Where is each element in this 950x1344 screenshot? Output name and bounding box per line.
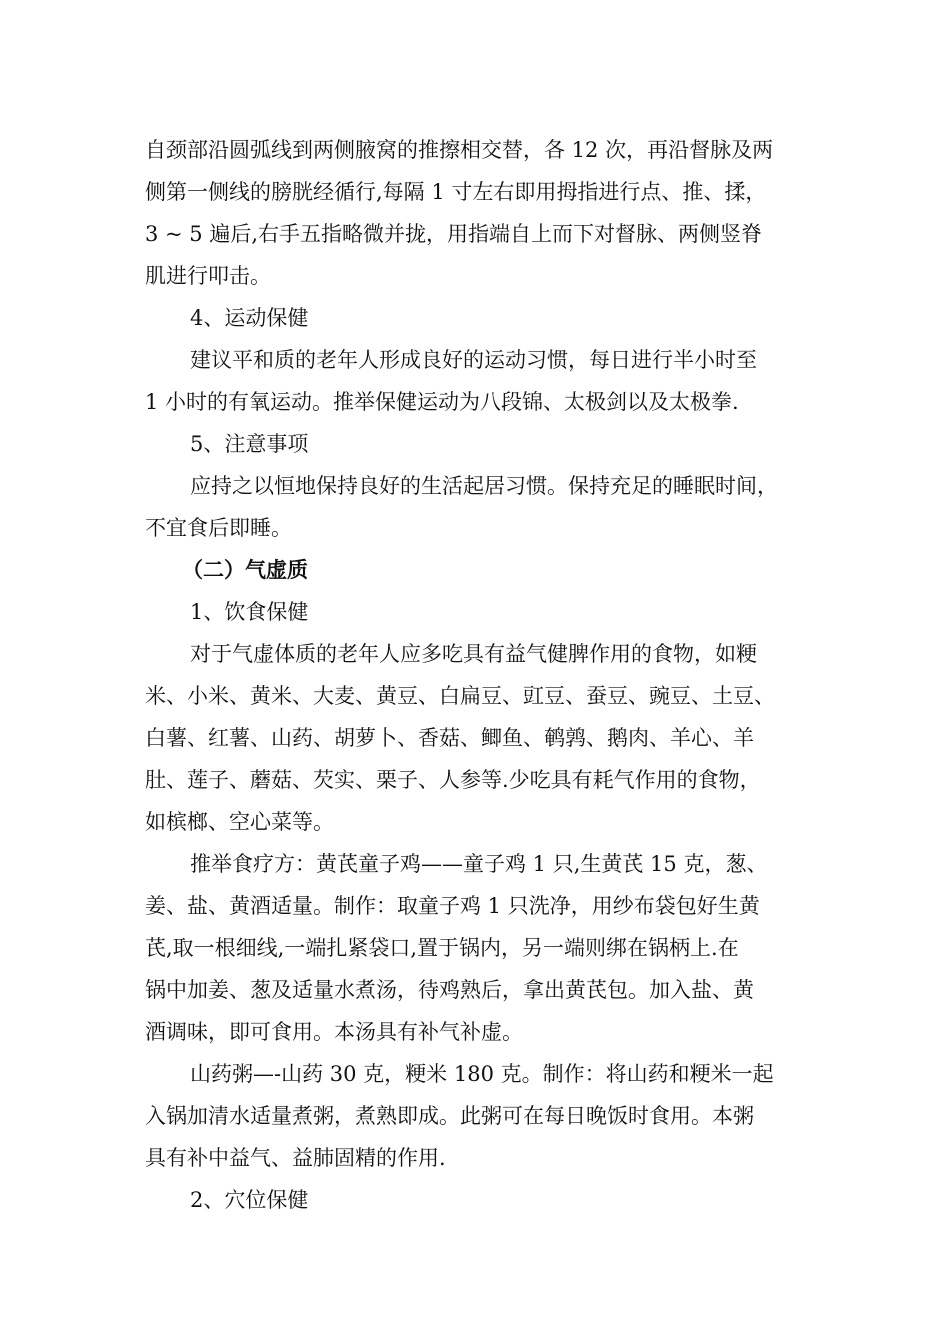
paragraph-line: 肚、莲子、蘑菇、芡实、栗子、人参等.少吃具有耗气作用的食物，	[145, 768, 761, 792]
paragraph-line: 白薯、红薯、山药、胡萝卜、香菇、鲫鱼、鹌鹑、鹅肉、羊心、羊	[145, 726, 754, 750]
subsection-heading: 2、穴位保健	[190, 1188, 309, 1212]
paragraph-line: 侧第一侧线的膀胱经循行,每隔 1 寸左右即用拇指进行点、推、揉，	[145, 180, 767, 204]
paragraph-line: 锅中加姜、葱及适量水煮汤，待鸡熟后，拿出黄芪包。加入盐、黄	[145, 978, 754, 1002]
paragraph-line: 如槟榔、空心菜等。	[145, 810, 334, 834]
subsection-heading: 5、注意事项	[190, 432, 309, 456]
paragraph-line: 酒调味，即可食用。本汤具有补气补虚。	[145, 1020, 523, 1044]
paragraph-line: 具有补中益气、益肺固精的作用.	[145, 1146, 446, 1170]
subsection-heading: 1、饮食保健	[190, 600, 309, 624]
paragraph-line: 姜、盐、黄酒适量。制作：取童子鸡 1 只洗净，用纱布袋包好生黄	[145, 894, 760, 918]
paragraph-line: 推举食疗方：黄芪童子鸡——童子鸡 1 只,生黄芪 15 克，葱、	[190, 852, 768, 876]
paragraph-line: 肌进行叩击。	[145, 264, 271, 288]
paragraph-line: 山药粥—-山药 30 克，粳米 180 克。制作：将山药和粳米一起	[190, 1062, 774, 1086]
paragraph-line: 对于气虚体质的老年人应多吃具有益气健脾作用的食物，如粳	[190, 642, 757, 666]
paragraph-line: 米、小米、黄米、大麦、黄豆、白扁豆、豇豆、蚕豆、豌豆、土豆、	[145, 684, 775, 708]
paragraph-line: 入锅加清水适量煮粥，煮熟即成。此粥可在每日晚饭时食用。本粥	[145, 1104, 754, 1128]
paragraph-line: 芪,取一根细线,一端扎紧袋口,置于锅内，另一端则绑在锅柄上.在	[145, 936, 739, 960]
paragraph-line: 自颈部沿圆弧线到两侧腋窝的推擦相交替，各 12 次，再沿督脉及两	[145, 138, 774, 162]
section-heading: （二）气虚质	[182, 557, 308, 582]
paragraph-line: 1 小时的有氧运动。推举保健运动为八段锦、太极剑以及太极拳.	[145, 390, 739, 414]
subsection-heading: 4、运动保健	[190, 306, 309, 330]
paragraph-line: 建议平和质的老年人形成良好的运动习惯，每日进行半小时至	[190, 348, 757, 372]
paragraph-line: 不宜食后即睡。	[145, 516, 292, 540]
paragraph-line: 应持之以恒地保持良好的生活起居习惯。保持充足的睡眠时间，	[190, 474, 778, 498]
paragraph-line: 3 ~ 5 遍后,右手五指略微并拢，用指端自上而下对督脉、两侧竖脊	[145, 222, 763, 246]
